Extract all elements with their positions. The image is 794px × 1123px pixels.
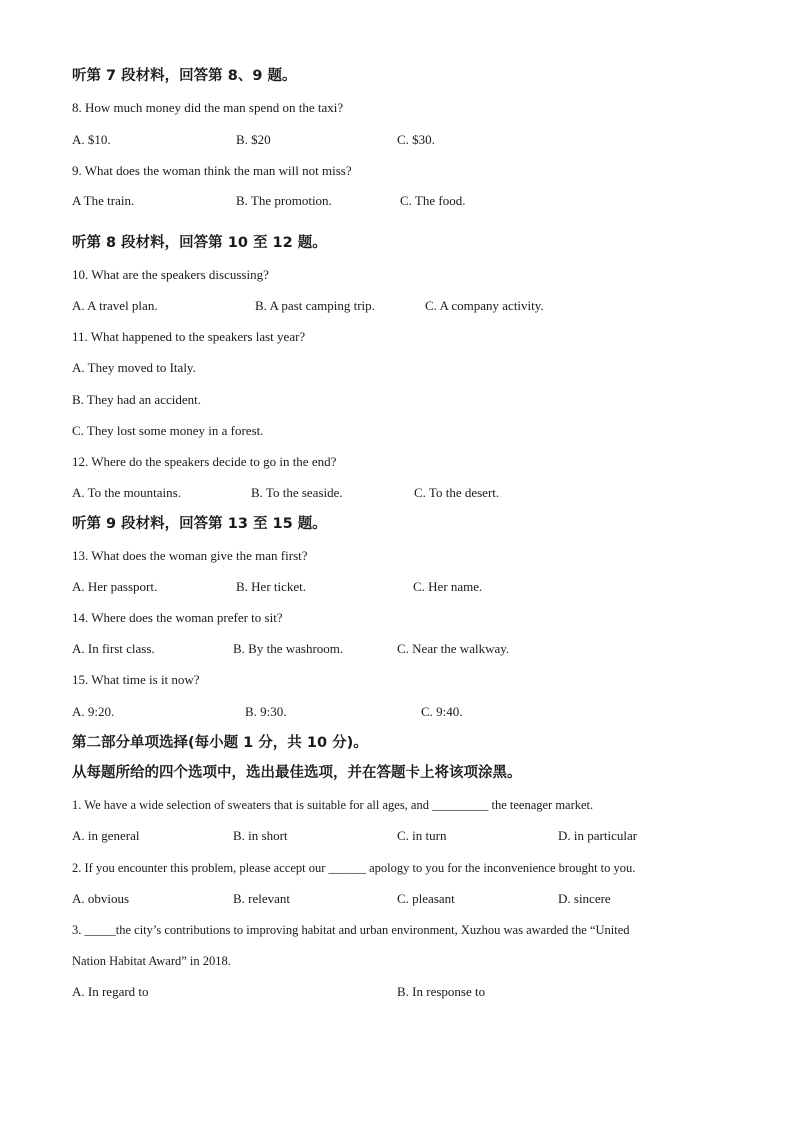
q14-option-c: C. Near the walkway. bbox=[397, 641, 510, 656]
q11-option-c: C. They lost some money in a forest. bbox=[72, 423, 264, 438]
q15-option-a: A. 9:20. bbox=[72, 704, 115, 719]
p3-option-a: A. In regard to bbox=[72, 984, 149, 999]
q14-option-a: A. In first class. bbox=[72, 641, 155, 656]
p2-option-c: C. pleasant bbox=[397, 891, 455, 906]
q10-option-a: A. A travel plan. bbox=[72, 298, 158, 313]
p1-option-c: C. in turn bbox=[397, 828, 447, 843]
part2-question-3-line-1: 3. _____the city’s contributions to improving habitat and urban environment, Xuzhou was awarded the “United bbox=[72, 923, 630, 937]
q15-option-b: B. 9:30. bbox=[245, 704, 287, 719]
q12-option-b: B. To the seaside. bbox=[251, 485, 343, 500]
q15-option-c: C. 9:40. bbox=[421, 704, 463, 719]
q10-option-c: C. A company activity. bbox=[425, 298, 544, 313]
q9-option-a: A The train. bbox=[72, 193, 135, 208]
question-8: 8. How much money did the man spend on the taxi? bbox=[72, 100, 344, 115]
q11-option-a: A. They moved to Italy. bbox=[72, 360, 196, 375]
q8-option-b: B. $20 bbox=[236, 132, 271, 147]
q12-option-a: A. To the mountains. bbox=[72, 485, 181, 500]
question-15: 15. What time is it now? bbox=[72, 672, 200, 687]
question-14: 14. Where does the woman prefer to sit? bbox=[72, 610, 283, 625]
question-13: 13. What does the woman give the man first? bbox=[72, 548, 308, 563]
part-2-heading: 第二部分单项选择(每小题 1 分，共 10 分)。 bbox=[72, 735, 368, 751]
p1-option-b: B. in short bbox=[233, 828, 288, 843]
q9-option-b: B. The promotion. bbox=[236, 193, 332, 208]
q12-option-c: C. To the desert. bbox=[414, 485, 500, 500]
question-10: 10. What are the speakers discussing? bbox=[72, 267, 269, 282]
question-12: 12. Where do the speakers decide to go in the end? bbox=[72, 454, 337, 469]
part-2-instructions: 从每题所给的四个选项中，选出最佳选项，并在答题卡上将该项涂黑。 bbox=[72, 765, 522, 781]
p3-option-b: B. In response to bbox=[397, 984, 486, 999]
section-8-heading: 听第 8 段材料，回答第 10 至 12 题。 bbox=[72, 235, 327, 251]
section-7-heading: 听第 7 段材料，回答第 8、9 题。 bbox=[72, 68, 297, 84]
q14-option-b: B. By the washroom. bbox=[233, 641, 344, 656]
q8-option-c: C. $30. bbox=[397, 132, 435, 147]
q13-option-a: A. Her passport. bbox=[72, 579, 158, 594]
q11-option-b: B. They had an accident. bbox=[72, 392, 201, 407]
p2-option-b: B. relevant bbox=[233, 891, 291, 906]
p2-option-d: D. sincere bbox=[558, 891, 611, 906]
p2-option-a: A. obvious bbox=[72, 891, 130, 906]
p1-option-d: D. in particular bbox=[558, 828, 638, 843]
question-11: 11. What happened to the speakers last year? bbox=[72, 329, 306, 344]
part2-question-1: 1. We have a wide selection of sweaters that is suitable for all ages, and _________ the teenager market. bbox=[72, 798, 594, 812]
part2-question-2: 2. If you encounter this problem, please accept our ______ apology to you for the inconvenience brought to you. bbox=[72, 861, 636, 875]
q10-option-b: B. A past camping trip. bbox=[255, 298, 375, 313]
q9-option-c: C. The food. bbox=[400, 193, 466, 208]
question-9: 9. What does the woman think the man will not miss? bbox=[72, 163, 352, 178]
q13-option-c: C. Her name. bbox=[413, 579, 483, 594]
q13-option-b: B. Her ticket. bbox=[236, 579, 307, 594]
part2-question-3-line-2: Nation Habitat Award” in 2018. bbox=[72, 954, 231, 968]
q8-option-a: A. $10. bbox=[72, 132, 111, 147]
p1-option-a: A. in general bbox=[72, 828, 140, 843]
section-9-heading: 听第 9 段材料，回答第 13 至 15 题。 bbox=[72, 516, 327, 532]
